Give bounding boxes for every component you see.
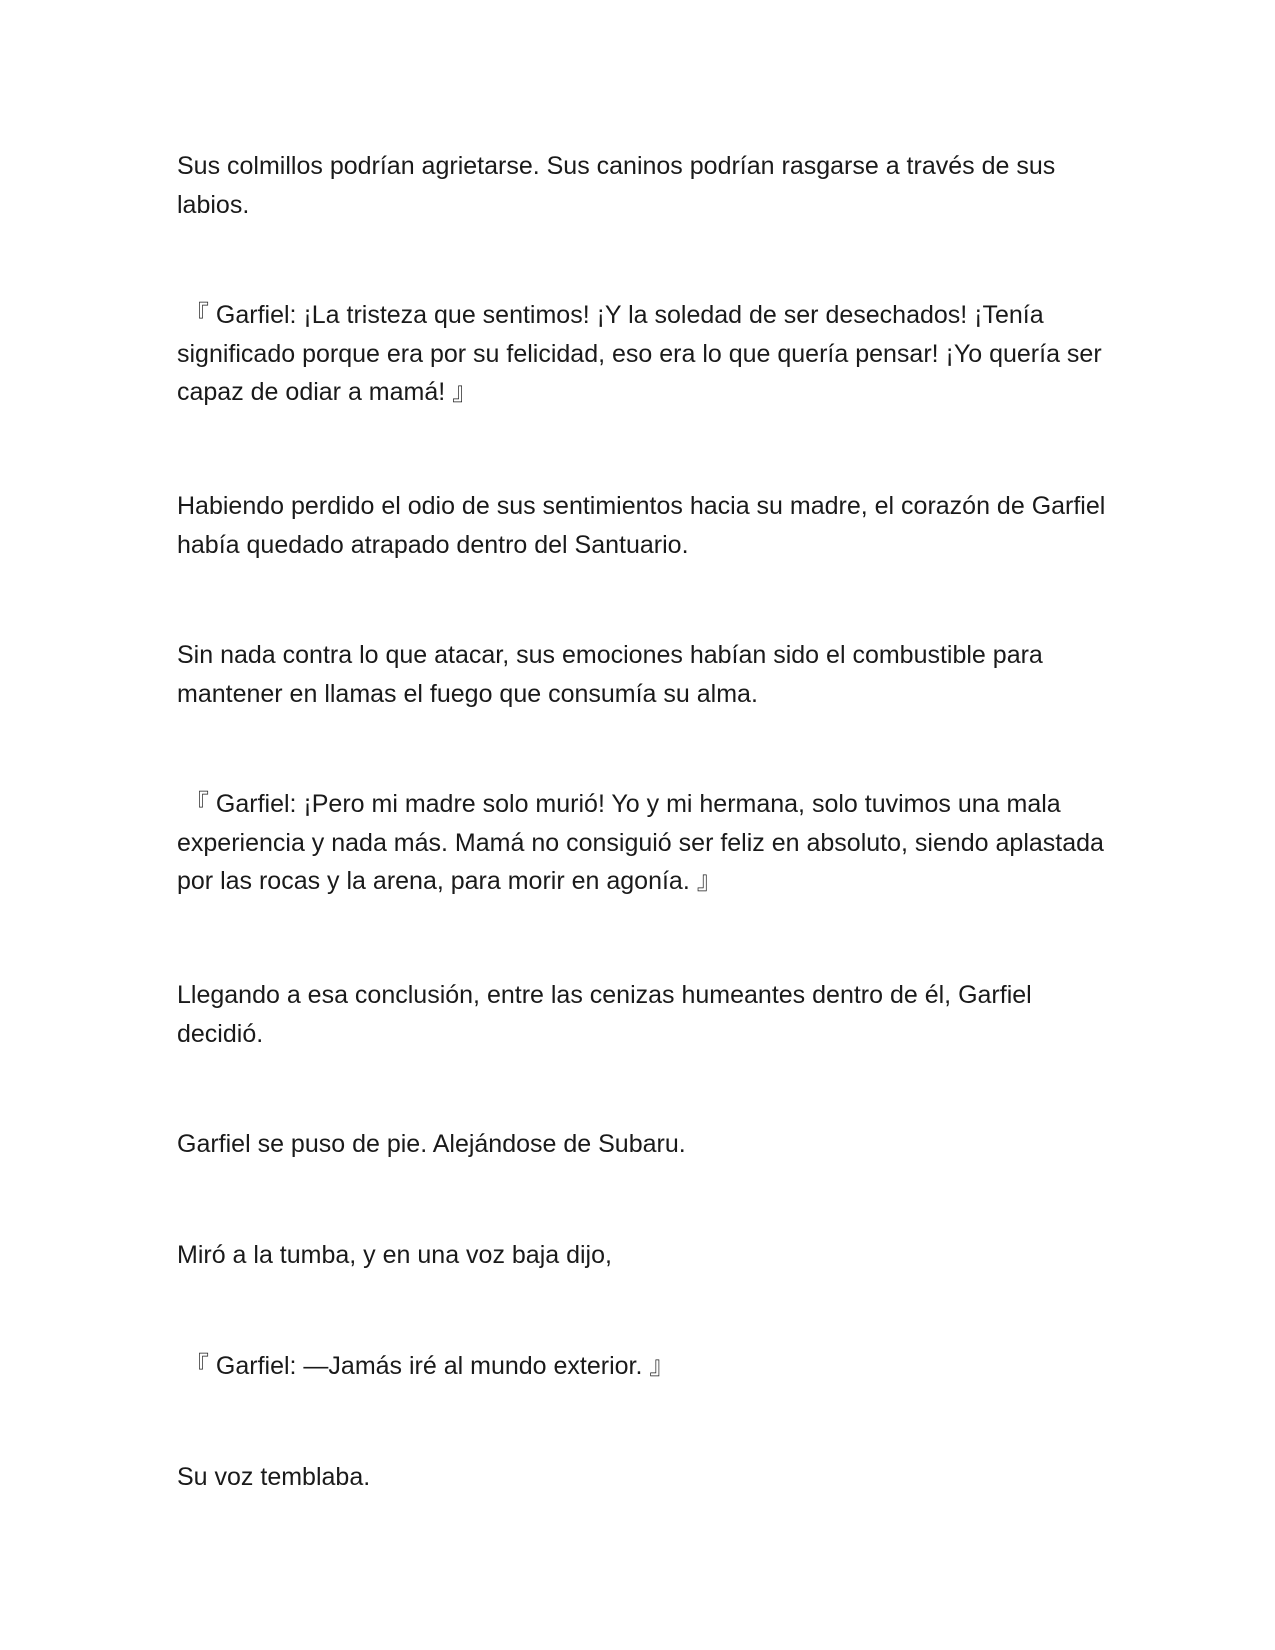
paragraph-narration-stood-up: Garfiel se puso de pie. Alejándose de Subaru. (177, 1130, 686, 1158)
paragraph-dialogue-garfiel-sadness: 『 Garfiel: ¡La tristeza que sentimos! ¡Y la soledad de ser desechados! ¡Tenía significado porque era por su felicidad, eso era lo que quería pensar! ¡Yo quería ser capaz de odiar a mamá! 』 (177, 301, 1102, 406)
paragraph-dialogue-garfiel-mother: 『 Garfiel: ¡Pero mi madre solo murió! Yo y mi hermana, solo tuvimos una mala experiencia y nada más. Mamá no consiguió ser feliz en absoluto, siendo aplastada por las rocas y la arena, para morir en agonía. 』 (177, 790, 1104, 895)
paragraph-dialogue-garfiel-never: 『 Garfiel: —Jamás iré al mundo exterior. 』 (177, 1352, 675, 1380)
paragraph-narration-hatred: Habiendo perdido el odio de sus sentimientos hacia su madre, el corazón de Garfiel había quedado atrapado dentro del Santuario. (177, 492, 1106, 559)
paragraph-narration-tomb: Miró a la tumba, y en una voz baja dijo, (177, 1241, 612, 1269)
paragraph-narration-conclusion: Llegando a esa conclusión, entre las cenizas humeantes dentro de él, Garfiel decidió. (177, 981, 1032, 1048)
paragraph-narration-emotions: Sin nada contra lo que atacar, sus emociones habían sido el combustible para mantener en llamas el fuego que consumía su alma. (177, 641, 1043, 708)
paragraph-narration-fangs: Sus colmillos podrían agrietarse. Sus caninos podrían rasgarse a través de sus labios. (177, 152, 1056, 219)
paragraph-narration-voice: Su voz temblaba. (177, 1463, 371, 1491)
